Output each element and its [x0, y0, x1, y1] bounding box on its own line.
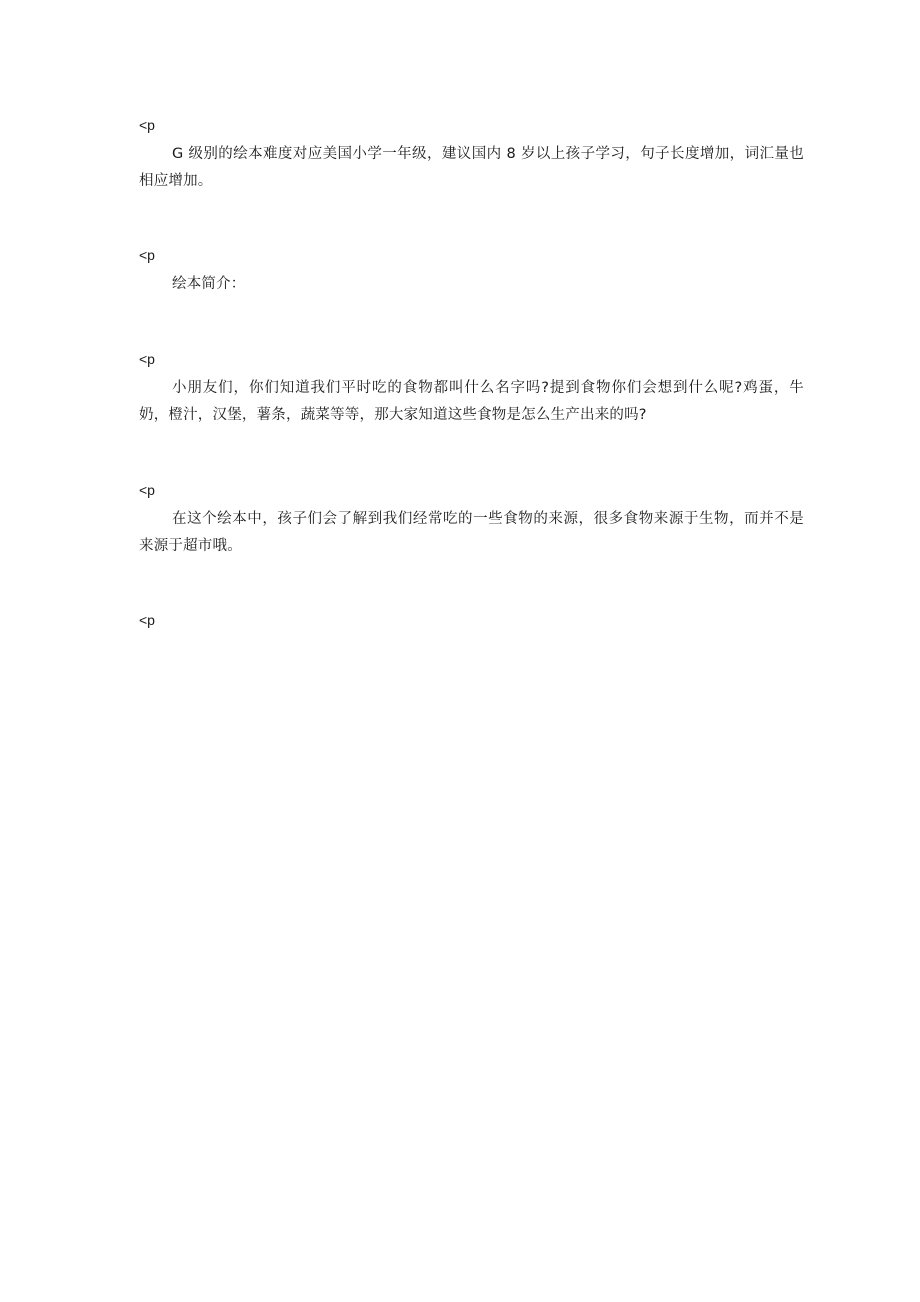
paragraph-block	[139, 612, 804, 636]
paragraph-block	[139, 351, 804, 429]
paragraph-tag-marker: <p	[139, 351, 155, 367]
paragraph-tag-marker: <p	[139, 247, 155, 263]
paragraph-text: G 级别的绘本难度对应美国小学一年级，建议国内 8 岁以上孩子学习，句子长度增加，词汇量也相应增加。	[139, 146, 804, 189]
paragraph-block	[139, 247, 804, 298]
paragraph-text: 在这个绘本中，孩子们会了解到我们经常吃的一些食物的来源，很多食物来源于生物，而并不是来源于超市哦。	[139, 511, 804, 554]
paragraph-block	[139, 482, 804, 560]
paragraph-block	[139, 117, 804, 195]
section-heading-text: 绘本简介：	[172, 276, 246, 292]
paragraph-text: 小朋友们，你们知道我们平时吃的食物都叫什么名字吗?提到食物你们会想到什么呢?鸡蛋，牛奶，橙汁，汉堡，薯条，蔬菜等等，那大家知道这些食物是怎么生产出来的吗?	[139, 380, 804, 423]
paragraph-tag-marker: <p	[139, 482, 155, 498]
paragraph-tag-marker: <p	[139, 612, 155, 628]
paragraph-tag-marker: <p	[139, 117, 155, 133]
